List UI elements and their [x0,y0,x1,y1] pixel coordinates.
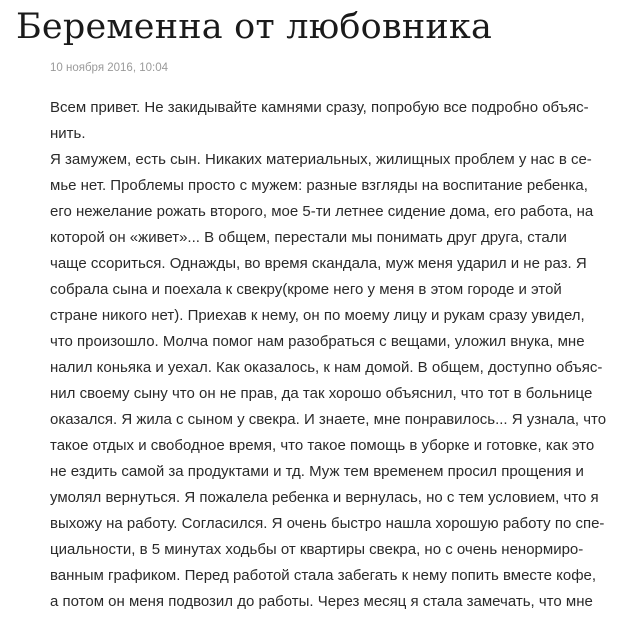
body-line: чаще ссориться. Однажды, во время скандала, муж меня ударил и не раз. Я [50,255,587,272]
body-line: оказался. Я жила с сыном у свекра. И знаете, мне понравилось... Я узнала, что [50,411,607,428]
body-line: стране никого нет). Приехав к нему, он по моему лицу и рукам сразу увидел, [50,307,585,324]
body-line: а потом он меня подвозил до работы. Через месяц я стала замечать, что мне [50,593,593,610]
body-line: выхожу на работу. Согласился. Я очень быстро нашла хорошую работу по спе- [50,515,605,532]
body-line: нить. [50,125,86,142]
body-line: нил своему сыну что он не прав, да так хорошо объяснил, что тот в больнице [50,385,593,402]
body-line: Я замужем, есть сын. Никаких материальных, жилищных проблем у нас в се- [50,151,592,168]
article-date: 10 ноября 2016, 10:04 [50,62,168,74]
body-line: что произошло. Молча помог нам разобраться с вещами, уложил внука, мне [50,333,585,350]
body-line: собрала сына и поехала к свекру(кроме него у меня в этом городе и этой [50,281,562,298]
body-line: его нежелание рожать второго, мое 5-ти летнее сидение дома, его работа, на [50,203,594,220]
body-line: ванным графиком. Перед работой стала забегать к нему попить вместе кофе, [50,567,597,584]
body-line: мье нет. Проблемы просто с мужем: разные взгляды на воспитание ребенка, [50,177,588,194]
body-line: налил коньяка и уехал. Как оказалось, к нам домой. В общем, доступно объяс- [50,359,603,376]
body-line: которой он «живет»... В общем, перестали мы понимать друг друга, стали [50,229,567,246]
body-line: не ездить самой за продуктами и тд. Муж тем временем просил прощения и [50,463,584,480]
body-line: умолял вернуться. Я пожалела ребенка и вернулась, но с тем условием, что я [50,489,599,506]
body-line: Всем привет. Не закидывайте камнями сразу, попробую все подробно объяс- [50,99,589,116]
article-body [50,95,610,615]
body-line: такое отдых и свободное время, что такое помощь в уборке и готовке, как это [50,437,595,454]
body-line: циальности, в 5 минутах ходьбы от квартиры свекра, но с очень ненормиро- [50,541,584,558]
article-title: Беременна от любовника [16,7,493,47]
